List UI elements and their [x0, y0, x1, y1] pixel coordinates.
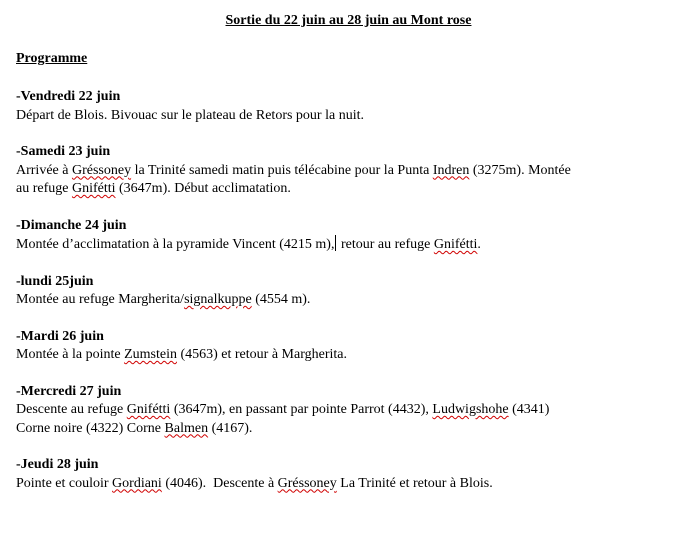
misspelled-word: Zumstein	[124, 347, 177, 362]
text-segment: (3647m), en passant par pointe Parrot (4432),	[170, 402, 433, 417]
day-heading: -Mercredi 27 juin	[16, 383, 122, 399]
misspelled-word: Gnifétti	[126, 402, 171, 417]
day-description-line	[16, 346, 681, 365]
text-segment: La Trinité et retour à Blois.	[336, 475, 493, 491]
day-entry	[16, 383, 681, 439]
text-segment: .	[477, 237, 481, 252]
text-segment: Montée au refuge Margherita/	[16, 292, 185, 307]
text-segment: Départ de Blois. Bivouac sur le plateau de Retors pour la nuit.	[16, 107, 364, 123]
day-description-line	[16, 162, 681, 181]
misspelled-word: Gnifétti	[71, 181, 116, 196]
day-entry	[16, 456, 681, 493]
day-description-line	[16, 291, 681, 310]
day-description-line	[16, 475, 681, 494]
misspelled-word: Gordiani	[112, 475, 162, 491]
day-heading: -Dimanche 24 juin	[16, 217, 127, 233]
day-entry	[16, 217, 681, 255]
text-segment: Montée d’acclimatation à la pyramide Vincent (4215 m),	[16, 237, 335, 252]
day-description-line	[16, 107, 681, 126]
misspelled-word: Gréssoney	[277, 475, 337, 491]
day-description-line	[16, 401, 681, 420]
day-entry	[16, 143, 681, 199]
text-segment: la Trinité samedi matin puis télécabine pour la Punta	[131, 162, 433, 178]
text-segment: Corne noire (4322) Corne	[16, 420, 165, 436]
text-segment: (3647m). Début acclimatation.	[115, 181, 291, 196]
text-segment: (4563) et retour à Margherita.	[176, 347, 347, 362]
text-segment: retour au refuge	[337, 237, 434, 252]
day-entry	[16, 88, 681, 125]
misspelled-word: Ludwigshohe	[432, 402, 509, 417]
day-description-line	[16, 420, 681, 439]
day-entry	[16, 328, 681, 365]
text-segment: (4167).	[208, 420, 253, 436]
document-title: Sortie du 22 juin au 28 juin au Mont rose	[225, 13, 472, 28]
text-segment: (4341)	[508, 402, 550, 417]
section-heading-programme: Programme	[16, 51, 88, 66]
text-segment: Montée à la pointe	[16, 347, 125, 362]
text-segment: Pointe et couloir	[16, 475, 113, 491]
day-description-line	[16, 180, 681, 199]
day-heading: -Jeudi 28 juin	[16, 457, 99, 472]
text-segment: Descente au refuge	[16, 402, 127, 417]
misspelled-word: signalkuppe	[184, 292, 252, 307]
day-heading: -Mardi 26 juin	[16, 328, 104, 344]
day-heading: -Vendredi 22 juin	[16, 89, 121, 104]
text-segment: au refuge	[16, 181, 72, 196]
day-heading: -Samedi 23 juin	[16, 144, 111, 159]
text-segment: (4554 m).	[251, 292, 311, 307]
misspelled-word: Indren	[432, 162, 470, 178]
text-segment: (4046). Descente à	[161, 475, 278, 491]
misspelled-word: Gréssoney	[71, 162, 132, 178]
day-entry	[16, 273, 681, 310]
text-segment: Arrivée à	[16, 162, 72, 178]
misspelled-word: Balmen	[164, 420, 209, 436]
day-description-line	[16, 235, 681, 255]
document-page[interactable]	[16, 12, 681, 511]
misspelled-word: Gnifétti	[433, 237, 478, 252]
day-list	[16, 88, 681, 493]
text-segment: (3275m). Montée	[469, 162, 571, 178]
day-heading: -lundi 25juin	[16, 273, 94, 289]
